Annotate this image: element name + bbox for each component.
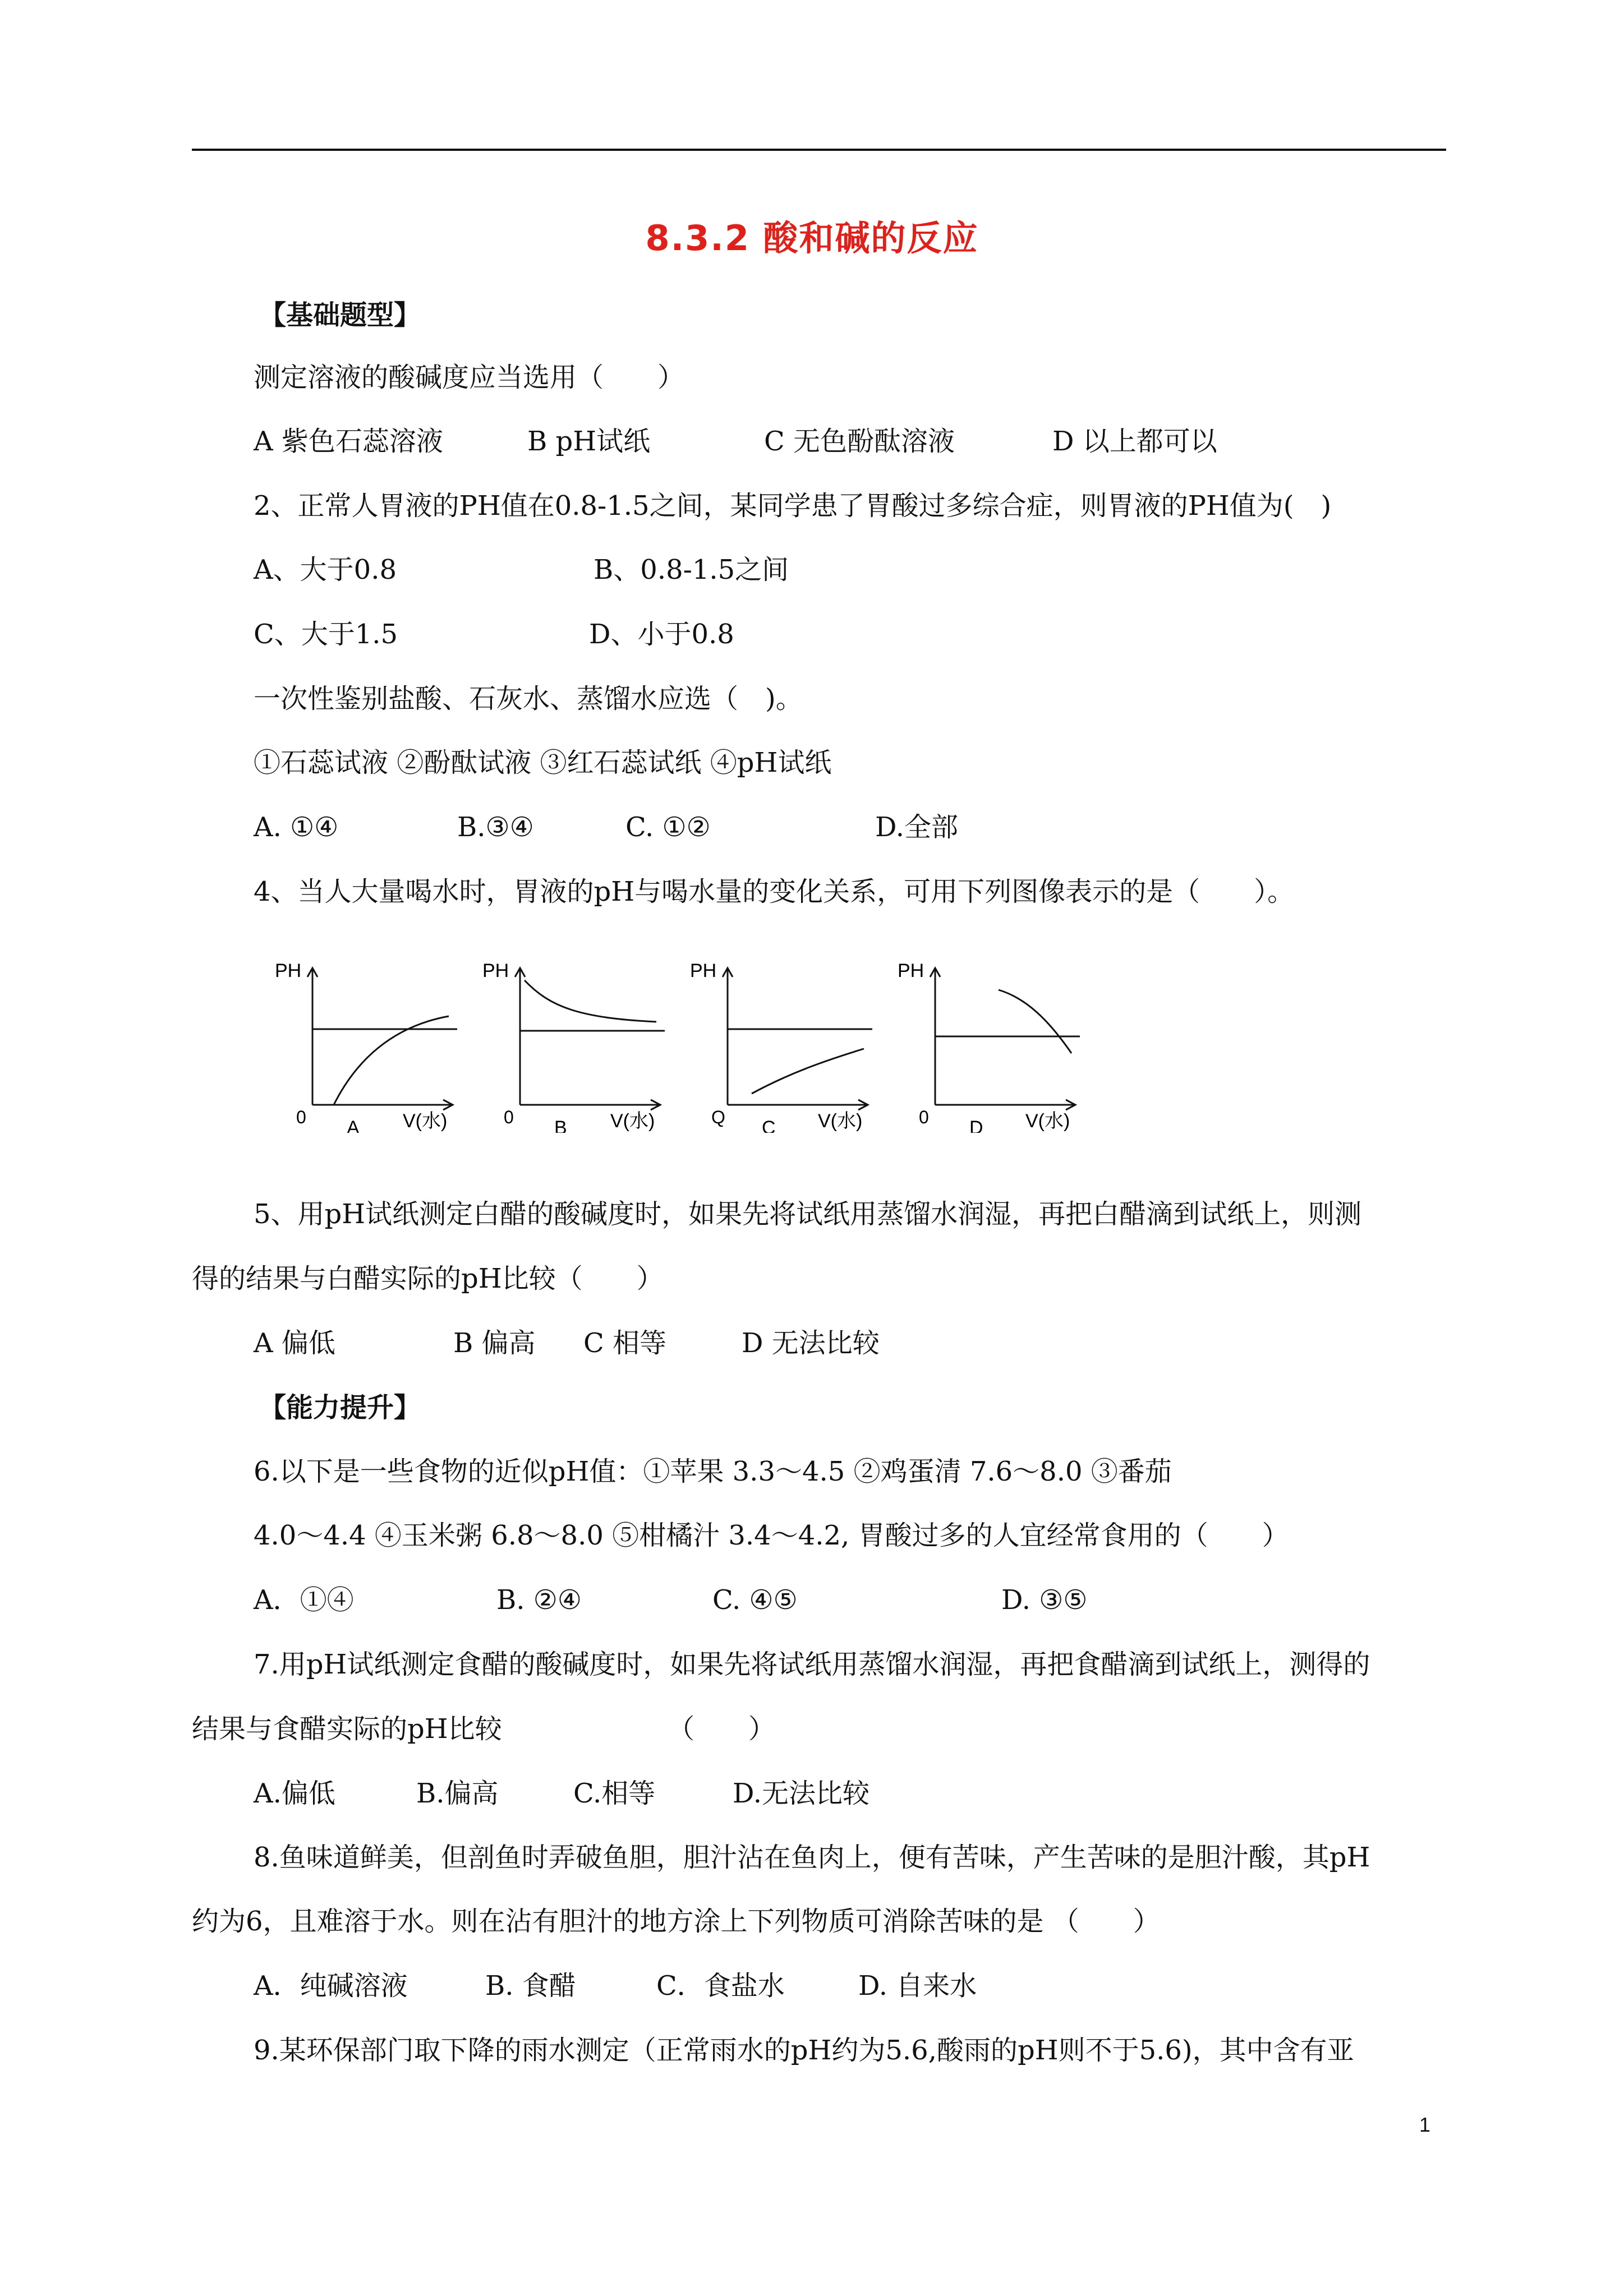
q2-stem: 2、正常人胃液的PH值在0.8-1.5之间，某同学患了胃酸过多综合症，则胃液的PH值为( ): [254, 490, 1332, 522]
q1-option-a: A 紫色石蕊溶液: [254, 426, 443, 457]
q8-stem-line2: 约为6，且难溶于水。则在沾有胆汁的地方涂上下列物质可消除苦味的是 （ ）: [192, 1906, 1160, 1937]
q2-option-d: D、小于0.8: [589, 619, 734, 650]
q5-option-b: B 偏高: [453, 1327, 536, 1359]
q8-stem-line1: 8.鱼味道鲜美，但剖鱼时弄破鱼胆，胆汁沾在鱼肉上，便有苦味，产生苦味的是胆汁酸，其pH: [254, 1842, 1370, 1873]
q7-answer-paren: （ ）: [668, 1713, 776, 1745]
q4-graph-c: [679, 953, 892, 1133]
q9-stem-line1: 9.某环保部门取下降的雨水测定（正常雨水的pH约为5.6,酸雨的pH则不于5.6)，其中含有亚: [254, 2035, 1354, 2066]
q5-option-d: D 无法比较: [742, 1327, 880, 1359]
q2-option-a: A、大于0.8: [254, 554, 397, 585]
q4-graph-b-origin: 0: [504, 1107, 514, 1127]
q3-option-a: A. ①④: [254, 812, 339, 843]
q4-graph-c-origin: Q: [711, 1107, 725, 1127]
q4-graph-a: [264, 953, 477, 1133]
q4-graph-c-xlabel: V(水): [818, 1110, 863, 1132]
q6-option-c: C. ④⑤: [712, 1584, 798, 1616]
q8-option-a: A．纯碱溶液: [254, 1970, 408, 2002]
q5-option-c: C 相等: [583, 1327, 666, 1359]
q7-option-a: A.偏低: [254, 1778, 335, 1809]
page-number: 1: [1419, 2113, 1431, 2136]
q4-graph-c-letter: C: [762, 1117, 776, 1133]
section-basic-heading: 【基础题型】: [259, 299, 421, 331]
q4-graph-d-ylabel: PH: [898, 960, 924, 981]
q4-graph-c-ylabel: PH: [690, 960, 717, 981]
q3-option-d: D.全部: [875, 812, 959, 843]
q5-option-a: A 偏低: [254, 1327, 335, 1359]
q1-option-c: C 无色酚酞溶液: [764, 426, 955, 457]
q4-graph-d-xlabel: V(水): [1025, 1110, 1070, 1132]
q4-graph-b-xlabel: V(水): [610, 1110, 655, 1132]
q8-option-b: B. 食醋: [485, 1970, 576, 2002]
q7-stem-line2: 结果与食醋实际的pH比较: [192, 1713, 502, 1745]
page-title: 8.3.2 酸和碱的反应: [645, 218, 979, 259]
q4-graph-b: [471, 953, 684, 1133]
q4-graph-a-letter: A: [347, 1117, 360, 1133]
q8-option-c: C．食盐水: [656, 1970, 785, 2002]
q4-graph-a-origin: 0: [296, 1107, 306, 1127]
q8-option-d: D. 自来水: [858, 1970, 977, 2002]
q3-choices: ①石蕊试液 ②酚酞试液 ③红石蕊试纸 ④pH试纸: [254, 747, 832, 778]
q5-stem-line1: 5、用pH试纸测定白醋的酸碱度时，如果先将试纸用蒸馏水润湿，再把白醋滴到试纸上，则测: [254, 1198, 1362, 1230]
q1-option-b: B pH试纸: [527, 426, 651, 457]
q4-graph-a-xlabel: V(水): [403, 1110, 448, 1132]
q3-stem: 一次性鉴别盐酸、石灰水、蒸馏水应选（ )。: [254, 683, 803, 714]
q4-graph-a-ylabel: PH: [275, 960, 302, 981]
q4-graph-d: [886, 953, 1099, 1133]
q3-option-b: B.③④: [457, 812, 534, 843]
q2-option-b: B、0.8-1.5之间: [594, 554, 789, 585]
q7-option-b: B.偏高: [416, 1778, 499, 1809]
q6-stem-line1: 6.以下是一些食物的近似pH值：①苹果 3.3～4.5 ②鸡蛋清 7.6～8.0 ③番茄: [254, 1456, 1172, 1487]
q1-stem: 测定溶液的酸碱度应当选用（ ）: [254, 362, 685, 393]
q2-option-c: C、大于1.5: [254, 619, 398, 650]
q4-graph-d-origin: 0: [919, 1107, 929, 1127]
q6-stem-line2: 4.0～4.4 ④玉米粥 6.8～8.0 ⑤柑橘汁 3.4～4.2, 胃酸过多的人宜经常食用的（ ）: [254, 1520, 1289, 1551]
q1-option-d: D 以上都可以: [1052, 426, 1217, 457]
q7-option-d: D.无法比较: [733, 1778, 870, 1809]
q4-stem: 4、当人大量喝水时，胃液的pH与喝水量的变化关系，可用下列图像表示的是（ ）。: [254, 876, 1295, 907]
q4-graph-b-ylabel: PH: [482, 960, 509, 981]
header-rule: [192, 149, 1446, 151]
q4-graph-d-letter: D: [969, 1117, 983, 1133]
q6-option-d: D. ③⑤: [1001, 1584, 1088, 1616]
q6-option-a: A．①④: [254, 1584, 354, 1616]
q7-stem-line1: 7.用pH试纸测定食醋的酸碱度时，如果先将试纸用蒸馏水润湿，再把食醋滴到试纸上，测得的: [254, 1649, 1370, 1680]
q3-option-c: C. ①②: [625, 812, 711, 843]
section-ability-heading: 【能力提升】: [259, 1392, 421, 1423]
q7-option-c: C.相等: [573, 1778, 656, 1809]
q5-stem-line2: 得的结果与白醋实际的pH比较（ ）: [192, 1263, 664, 1294]
q4-graph-b-letter: B: [554, 1117, 567, 1133]
q6-option-b: B. ②④: [496, 1584, 582, 1616]
